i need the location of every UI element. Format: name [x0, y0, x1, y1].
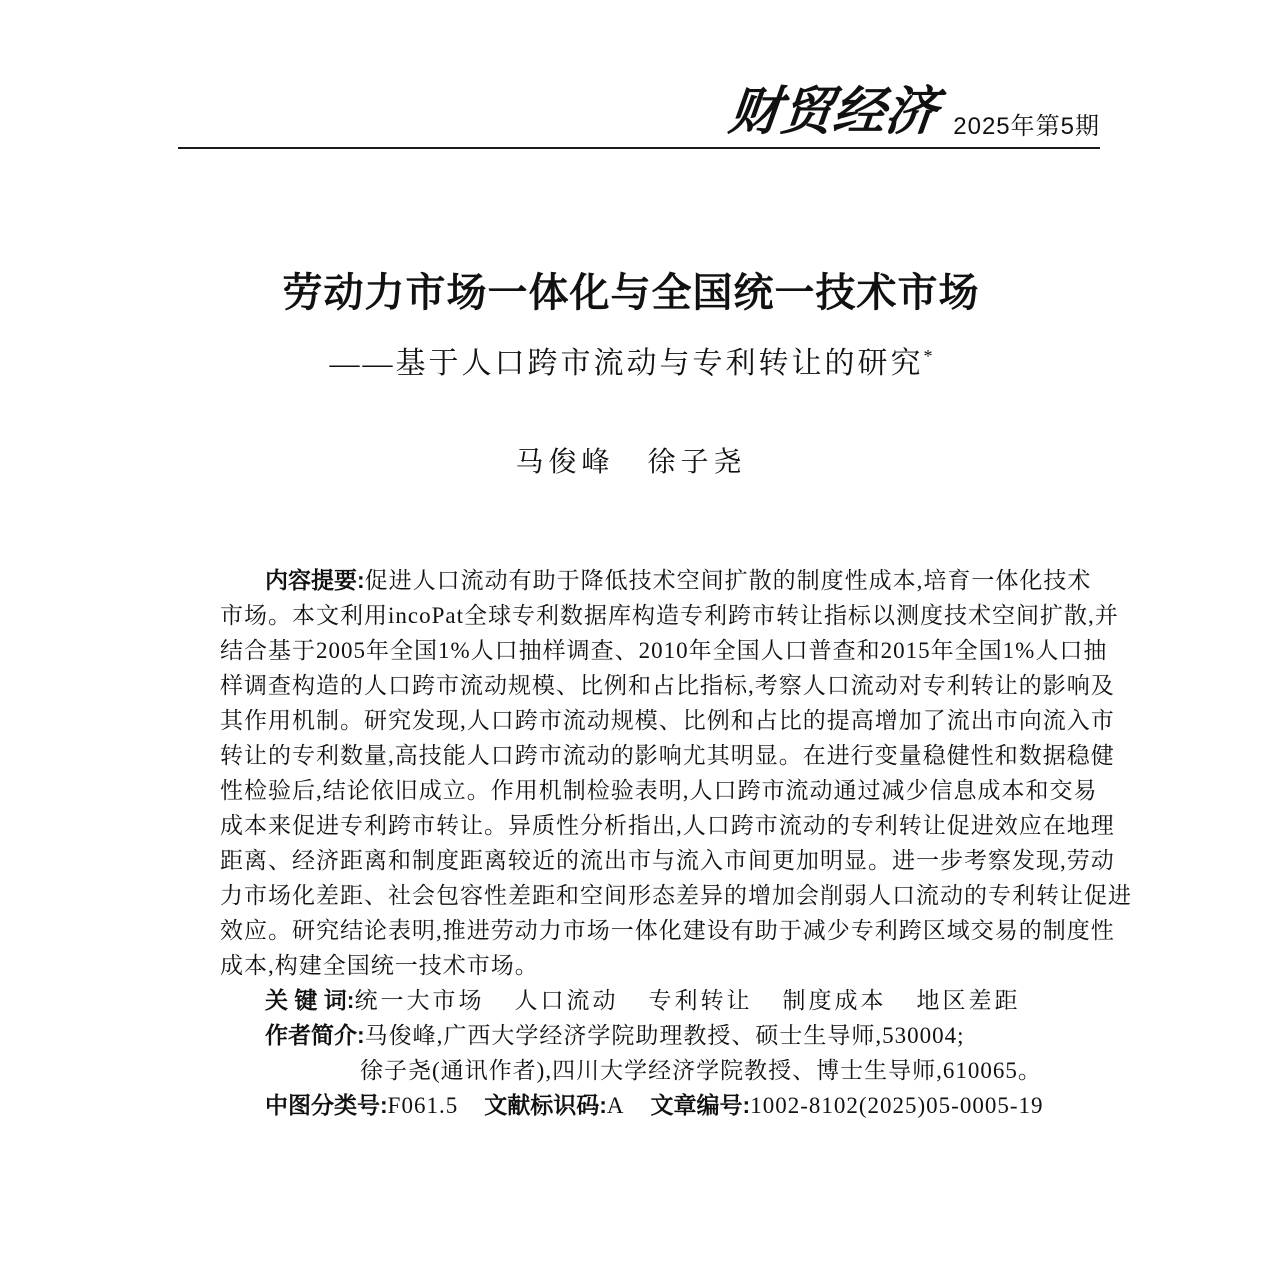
- article-title: 劳动力市场一体化与全国统一技术市场: [282, 271, 980, 315]
- abstract-line: 性检验后,结论依旧成立。作用机制检验表明,人口跨市流动通过减少信息成本和交易: [220, 778, 1098, 803]
- article-subtitle-text: ——基于人口跨市流动与专利转让的研究: [329, 347, 924, 380]
- author-bio-row-2: [220, 1053, 1065, 1088]
- article-subtitle: [0, 337, 1262, 383]
- abstract-label: 内容提要:: [265, 567, 365, 593]
- keyword-term: 专利转让: [648, 988, 753, 1013]
- abstract-line: 样调查构造的人口跨市流动规模、比例和占比指标,考察人口流动对专利转让的影响及: [220, 673, 1115, 698]
- abstract-line: 其作用机制。研究发现,人口跨市流动规模、比例和占比的提高增加了流出市向流入市: [220, 708, 1115, 733]
- author-bio-row-1: [220, 1018, 1065, 1053]
- article-id-pair: [651, 1093, 1044, 1118]
- keyword-term: 地区差距: [916, 988, 1021, 1013]
- doc-code-label: 文献标识码:: [484, 1092, 607, 1118]
- keyword-term: 人口流动: [514, 988, 619, 1013]
- keyword-term: 制度成本: [782, 988, 887, 1013]
- journal-issue-label: 2025年第5期: [953, 113, 1100, 140]
- abstract-line: 力市场化差距、社会包容性差距和空间形态差异的增加会削弱人口流动的专利转让促进: [220, 883, 1132, 908]
- article-id-label: 文章编号:: [650, 1092, 751, 1118]
- clc-label: 中图分类号:: [265, 1092, 388, 1118]
- journal-masthead: [178, 82, 1100, 149]
- author-bio-text-1: 马俊峰,广西大学经济学院助理教授、硕士生导师,530004;: [364, 1023, 965, 1048]
- paper-first-page: [0, 82, 1262, 1261]
- abstract-line: 成本,构建全国统一技术市场。: [220, 953, 539, 978]
- classification-row: [220, 1088, 1065, 1123]
- keywords-row: [220, 983, 1065, 1018]
- author-bio-text-2: 徐子尧(通讯作者),四川大学经济学院教授、博士生导师,610065。: [360, 1058, 1042, 1083]
- keywords-label: 关 键 词:: [265, 987, 355, 1013]
- abstract-line: 转让的专利数量,高技能人口跨市流动的影响尤其明显。在进行变量稳健性和数据稳健: [220, 743, 1115, 768]
- abstract-line: [220, 563, 1092, 598]
- clc-pair: [265, 1093, 458, 1118]
- clc-value: F061.5: [387, 1093, 459, 1118]
- front-matter: [220, 563, 1132, 1123]
- author-bio-label: 作者简介:: [265, 1022, 365, 1048]
- keyword-term: 统一大市场: [354, 988, 485, 1013]
- article-authors: 马俊峰 徐子尧: [515, 447, 747, 478]
- abstract-line: 市场。本文利用incoPat全球专利数据库构造专利跨市转让指标以测度技术空间扩散,并: [220, 603, 1119, 628]
- doc-code-pair: [484, 1093, 624, 1118]
- abstract-line-text: 促进人口流动有助于降低技术空间扩散的制度性成本,培育一体化技术: [364, 568, 1092, 593]
- footnote-asterisk-marker: *: [923, 346, 933, 366]
- article-id-value: 1002-8102(2025)05-0005-19: [750, 1093, 1044, 1118]
- abstract-line: 距离、经济距离和制度距离较近的流出市与流入市间更加明显。进一步考察发现,劳动: [220, 848, 1115, 873]
- journal-logo-calligraphy: 财贸经济: [726, 84, 941, 141]
- abstract-line: 结合基于2005年全国1%人口抽样调查、2010年全国人口普查和2015年全国1%人口抽: [220, 638, 1108, 663]
- abstract-line: 效应。研究结论表明,推进劳动力市场一体化建设有助于减少专利跨区域交易的制度性: [220, 918, 1115, 943]
- abstract-line: 成本来促进专利跨市转让。异质性分析指出,人口跨市流动的专利转让促进效应在地理: [220, 813, 1115, 838]
- doc-code-value: A: [606, 1093, 625, 1118]
